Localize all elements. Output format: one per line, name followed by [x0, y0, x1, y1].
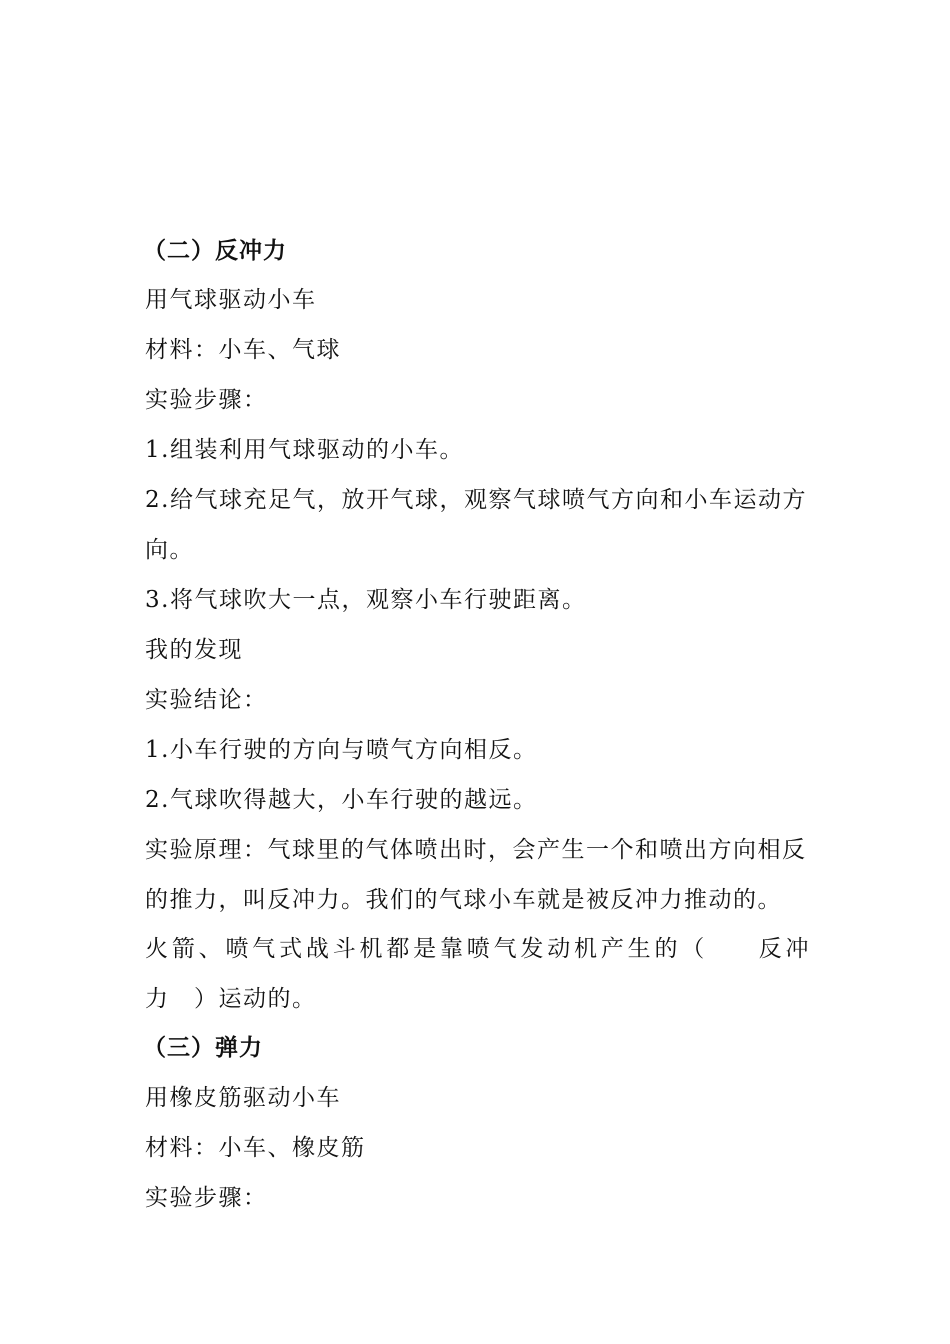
- step-1: 1.组装利用气球驱动的小车。: [145, 437, 464, 463]
- step-2: 2.给气球充足气，放开气球，观察气球喷气方向和小车运动方: [145, 487, 807, 513]
- char: 气: [252, 936, 277, 962]
- char: （: [681, 936, 706, 962]
- conclusion-1: 1.小车行驶的方向与喷气方向相反。: [145, 737, 538, 763]
- char: 机: [359, 936, 384, 962]
- char: 式: [279, 936, 304, 962]
- char: 斗: [332, 936, 358, 962]
- step-3: 3.将气球吹大一点，观察小车行驶距离。: [145, 587, 587, 613]
- experiment-title-2: 用橡皮筋驱动小车: [145, 1085, 341, 1111]
- steps-label-2: 实验步骤：: [145, 1185, 268, 1211]
- experiment-title: 用气球驱动小车: [145, 287, 317, 313]
- char: 喷: [466, 936, 492, 962]
- char: 火: [145, 936, 170, 962]
- char: 喷: [225, 936, 250, 962]
- char: 动: [547, 936, 572, 962]
- char: 产: [600, 936, 626, 962]
- conclusion-2: 2.气球吹得越大，小车行驶的越远。: [145, 787, 538, 813]
- materials-text-2: 材料：小车、橡皮筋: [145, 1135, 366, 1161]
- char: 战: [305, 936, 331, 962]
- char: 是: [413, 936, 438, 962]
- fill-blank-line-1: [145, 934, 810, 964]
- findings-label: 我的发现: [145, 637, 243, 663]
- principle-line-2: 的推力，叫反冲力。我们的气球小车就是被反冲力推动的。: [145, 887, 782, 913]
- blank-space: [708, 934, 731, 964]
- section-heading-recoil: （二）反冲力: [143, 238, 287, 264]
- answer-char: 冲: [785, 936, 810, 962]
- char: 都: [386, 936, 411, 962]
- char: 气: [493, 936, 519, 962]
- char: 机: [574, 936, 599, 962]
- blank-space: [733, 934, 756, 964]
- principle-line-1: 实验原理：气球里的气体喷出时，会产生一个和喷出方向相反: [145, 837, 807, 863]
- conclusion-label: 实验结论：: [145, 687, 268, 713]
- char: 发: [520, 936, 545, 962]
- char: 、: [198, 936, 224, 962]
- char: 生: [627, 936, 653, 962]
- answer-char: 反: [758, 936, 784, 962]
- char: 的: [654, 936, 679, 962]
- char: 靠: [439, 936, 465, 962]
- fill-blank-line-2: 力 ）运动的。: [145, 986, 317, 1012]
- materials-text: 材料：小车、气球: [145, 337, 341, 363]
- char: 箭: [171, 936, 197, 962]
- step-2-continued: 向。: [145, 537, 194, 563]
- steps-label: 实验步骤：: [145, 387, 268, 413]
- section-heading-elastic: （三）弹力: [143, 1035, 263, 1061]
